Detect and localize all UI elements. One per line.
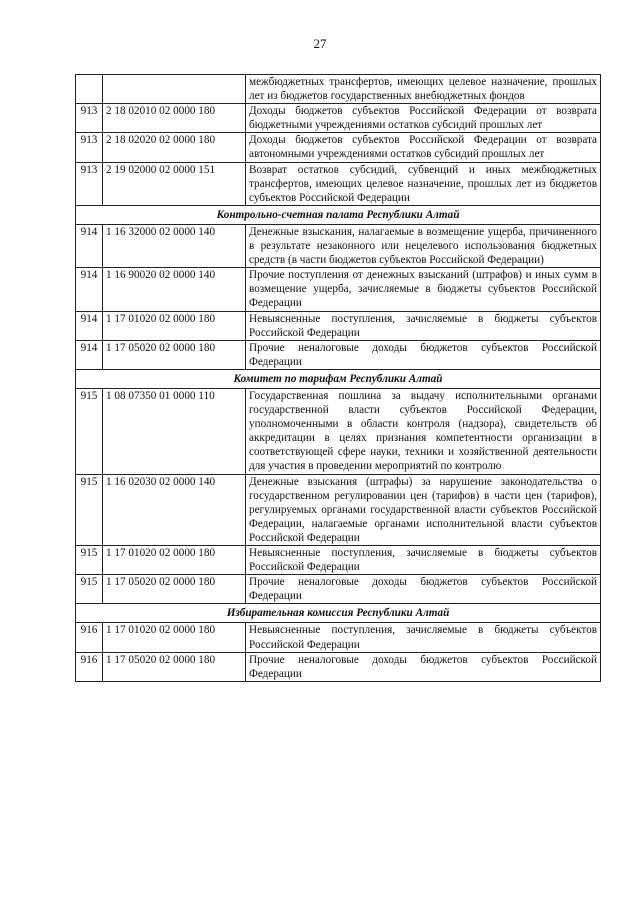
admin-code-cell: 915 xyxy=(76,575,103,604)
revenue-description-cell: Денежные взыскания (штрафы) за нарушение законодательства о государственном регулировании цен (тарифов) в части цен (тарифов), регулируемых органами государственной власти субъектов Российской Федерации, налагаемые органами исполнительной власти субъектов Российской Федерации xyxy=(246,474,601,545)
budget-code-cell xyxy=(103,75,246,104)
admin-code-cell: 913 xyxy=(76,104,103,133)
admin-code-cell: 913 xyxy=(76,162,103,205)
admin-code-cell: 915 xyxy=(76,388,103,474)
budget-code-cell: 2 19 02000 02 0000 151 xyxy=(103,162,246,205)
table-row xyxy=(76,133,601,162)
admin-code-cell: 914 xyxy=(76,340,103,369)
admin-code-cell: 915 xyxy=(76,474,103,545)
budget-code-cell: 1 08 07350 01 0000 110 xyxy=(103,388,246,474)
table-row xyxy=(76,162,601,205)
revenue-description-cell: Доходы бюджетов субъектов Российской Федерации от возврата бюджетными учреждениями остатков субсидий прошлых лет xyxy=(246,104,601,133)
budget-code-cell: 1 17 05020 02 0000 180 xyxy=(103,575,246,604)
admin-code-cell: 914 xyxy=(76,311,103,340)
table-row xyxy=(76,546,601,575)
budget-code-cell: 1 16 32000 02 0000 140 xyxy=(103,224,246,267)
admin-code-cell: 915 xyxy=(76,546,103,575)
admin-code-cell: 914 xyxy=(76,224,103,267)
table-row xyxy=(76,652,601,681)
section-header-row xyxy=(76,604,601,623)
section-title: Контрольно-счетная палата Республики Алтай xyxy=(76,205,601,224)
admin-code-cell: 914 xyxy=(76,268,103,311)
page-number: 27 xyxy=(313,36,327,51)
table-body xyxy=(76,75,601,682)
budget-code-cell: 2 18 02020 02 0000 180 xyxy=(103,133,246,162)
table-row xyxy=(76,388,601,474)
budget-code-cell: 1 16 90020 02 0000 140 xyxy=(103,268,246,311)
revenue-codes-table xyxy=(75,74,601,682)
revenue-description-cell: Денежные взыскания, налагаемые в возмещение ущерба, причиненного в результате незаконного или нецелевого использования бюджетных средств (в части бюджетов субъектов Российской Федерации) xyxy=(246,224,601,267)
revenue-description-cell: Прочие неналоговые доходы бюджетов субъектов Российской Федерации xyxy=(246,340,601,369)
budget-code-cell: 1 17 05020 02 0000 180 xyxy=(103,340,246,369)
budget-code-cell: 1 17 01020 02 0000 180 xyxy=(103,546,246,575)
budget-code-cell: 1 16 02030 02 0000 140 xyxy=(103,474,246,545)
admin-code-cell: 916 xyxy=(76,623,103,652)
section-title: Комитет по тарифам Республики Алтай xyxy=(76,369,601,388)
admin-code-cell xyxy=(76,75,103,104)
revenue-description-cell: Возврат остатков субсидий, субвенций и иных межбюджетных трансфертов, имеющих целевое назначение, прошлых лет из бюджетов субъектов Российской Федерации xyxy=(246,162,601,205)
table-row xyxy=(76,75,601,104)
table-row xyxy=(76,623,601,652)
revenue-description-cell: Невыясненные поступления, зачисляемые в бюджеты субъектов Российской Федерации xyxy=(246,546,601,575)
section-title: Избирательная комиссия Республики Алтай xyxy=(76,604,601,623)
revenue-description-cell: Прочие неналоговые доходы бюджетов субъектов Российской Федерации xyxy=(246,652,601,681)
table-row xyxy=(76,340,601,369)
revenue-description-cell: Прочие неналоговые доходы бюджетов субъектов Российской Федерации xyxy=(246,575,601,604)
revenue-description-cell: Невыясненные поступления, зачисляемые в бюджеты субъектов Российской Федерации xyxy=(246,311,601,340)
section-header-row xyxy=(76,205,601,224)
table-row xyxy=(76,575,601,604)
revenue-description-cell: межбюджетных трансфертов, имеющих целевое назначение, прошлых лет из бюджетов государственных внебюджетных фондов xyxy=(246,75,601,104)
table-row xyxy=(76,268,601,311)
section-header-row xyxy=(76,369,601,388)
budget-code-cell: 2 18 02010 02 0000 180 xyxy=(103,104,246,133)
table-row xyxy=(76,104,601,133)
budget-code-cell: 1 17 01020 02 0000 180 xyxy=(103,311,246,340)
table-row xyxy=(76,311,601,340)
revenue-description-cell: Прочие поступления от денежных взысканий (штрафов) и иных сумм в возмещение ущерба, зачисляемые в бюджеты субъектов Российской Федерации xyxy=(246,268,601,311)
budget-code-cell: 1 17 01020 02 0000 180 xyxy=(103,623,246,652)
table-row xyxy=(76,474,601,545)
table-row xyxy=(76,224,601,267)
admin-code-cell: 916 xyxy=(76,652,103,681)
admin-code-cell: 913 xyxy=(76,133,103,162)
revenue-description-cell: Государственная пошлина за выдачу исполнительными органами государственной власти субъектов Российской Федерации, уполномоченными в области контроля (надзора), свидетельств об аккредитации в целях признания компетентности организации в соответствующей сфере науки, техники и хозяйственной деятельности для участия в проведении мероприятий по контролю xyxy=(246,388,601,474)
revenue-description-cell: Невыясненные поступления, зачисляемые в бюджеты субъектов Российской Федерации xyxy=(246,623,601,652)
revenue-description-cell: Доходы бюджетов субъектов Российской Федерации от возврата автономными учреждениями остатков субсидий прошлых лет xyxy=(246,133,601,162)
budget-code-cell: 1 17 05020 02 0000 180 xyxy=(103,652,246,681)
